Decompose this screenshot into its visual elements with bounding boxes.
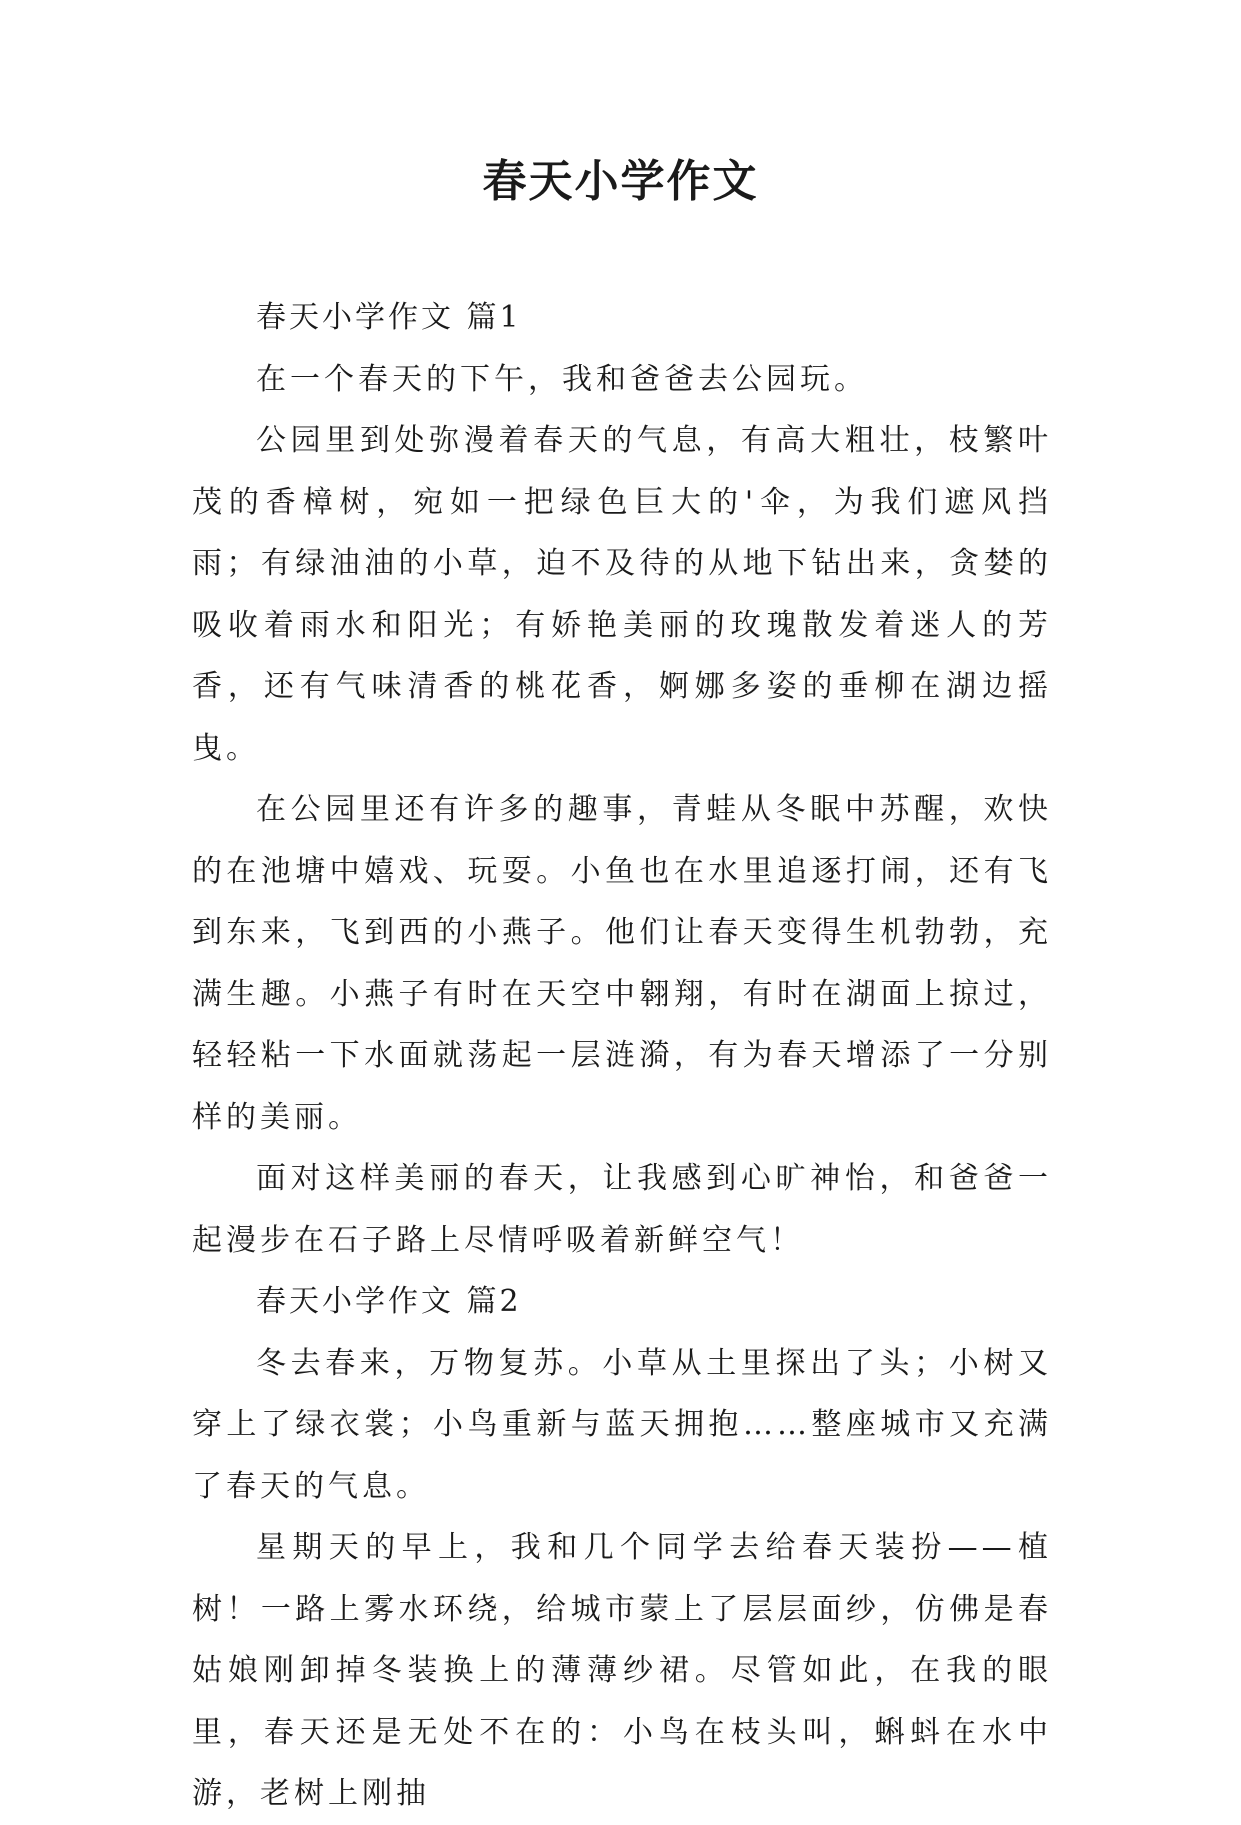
section-heading-1: 春天小学作文 篇1 — [256, 300, 522, 335]
paragraph: 公园里到处弥漫着春天的气息，有高大粗壮，枝繁叶茂的香樟树，宛如一把绿色巨大的'伞，为我们遮风挡雨；有绿油油的小草，迫不及待的从地下钻出来，贪婪的吸收着雨水和阳光；有娇艳美丽的玫瑰散发着迷人的芳香，还有气味清香的桃花香，婀娜多姿的垂柳在湖边摇曳。 — [192, 423, 1052, 766]
paragraph: 在一个春天的下午，我和爸爸去公园玩。 — [256, 361, 868, 397]
document-title: 春天小学作文 — [482, 156, 759, 207]
document-body — [192, 287, 1052, 1825]
section-heading-2: 春天小学作文 篇2 — [256, 1284, 522, 1319]
paragraph: 星期天的早上，我和几个同学去给春天装扮——植树！一路上雾水环绕，给城市蒙上了层层面纱，仿佛是春姑娘刚卸掉冬装换上的薄薄纱裙。尽管如此，在我的眼里，春天还是无处不在的：小鸟在枝头叫，蝌蚪在水中游，老树上刚抽 — [192, 1530, 1052, 1811]
paragraph: 在公园里还有许多的趣事，青蛙从冬眠中苏醒，欢快的在池塘中嬉戏、玩耍。小鱼也在水里追逐打闹，还有飞到东来，飞到西的小燕子。他们让春天变得生机勃勃，充满生趣。小燕子有时在天空中翱翔，有时在湖面上掠过，轻轻粘一下水面就荡起一层涟漪，有为春天增添了一分别样的美丽。 — [192, 792, 1052, 1135]
paragraph: 冬去春来，万物复苏。小草从土里探出了头；小树又穿上了绿衣裳；小鸟重新与蓝天拥抱……整座城市又充满了春天的气息。 — [192, 1345, 1052, 1504]
paragraph: 面对这样美丽的春天，让我感到心旷神怡，和爸爸一起漫步在石子路上尽情呼吸着新鲜空气！ — [192, 1161, 1052, 1258]
